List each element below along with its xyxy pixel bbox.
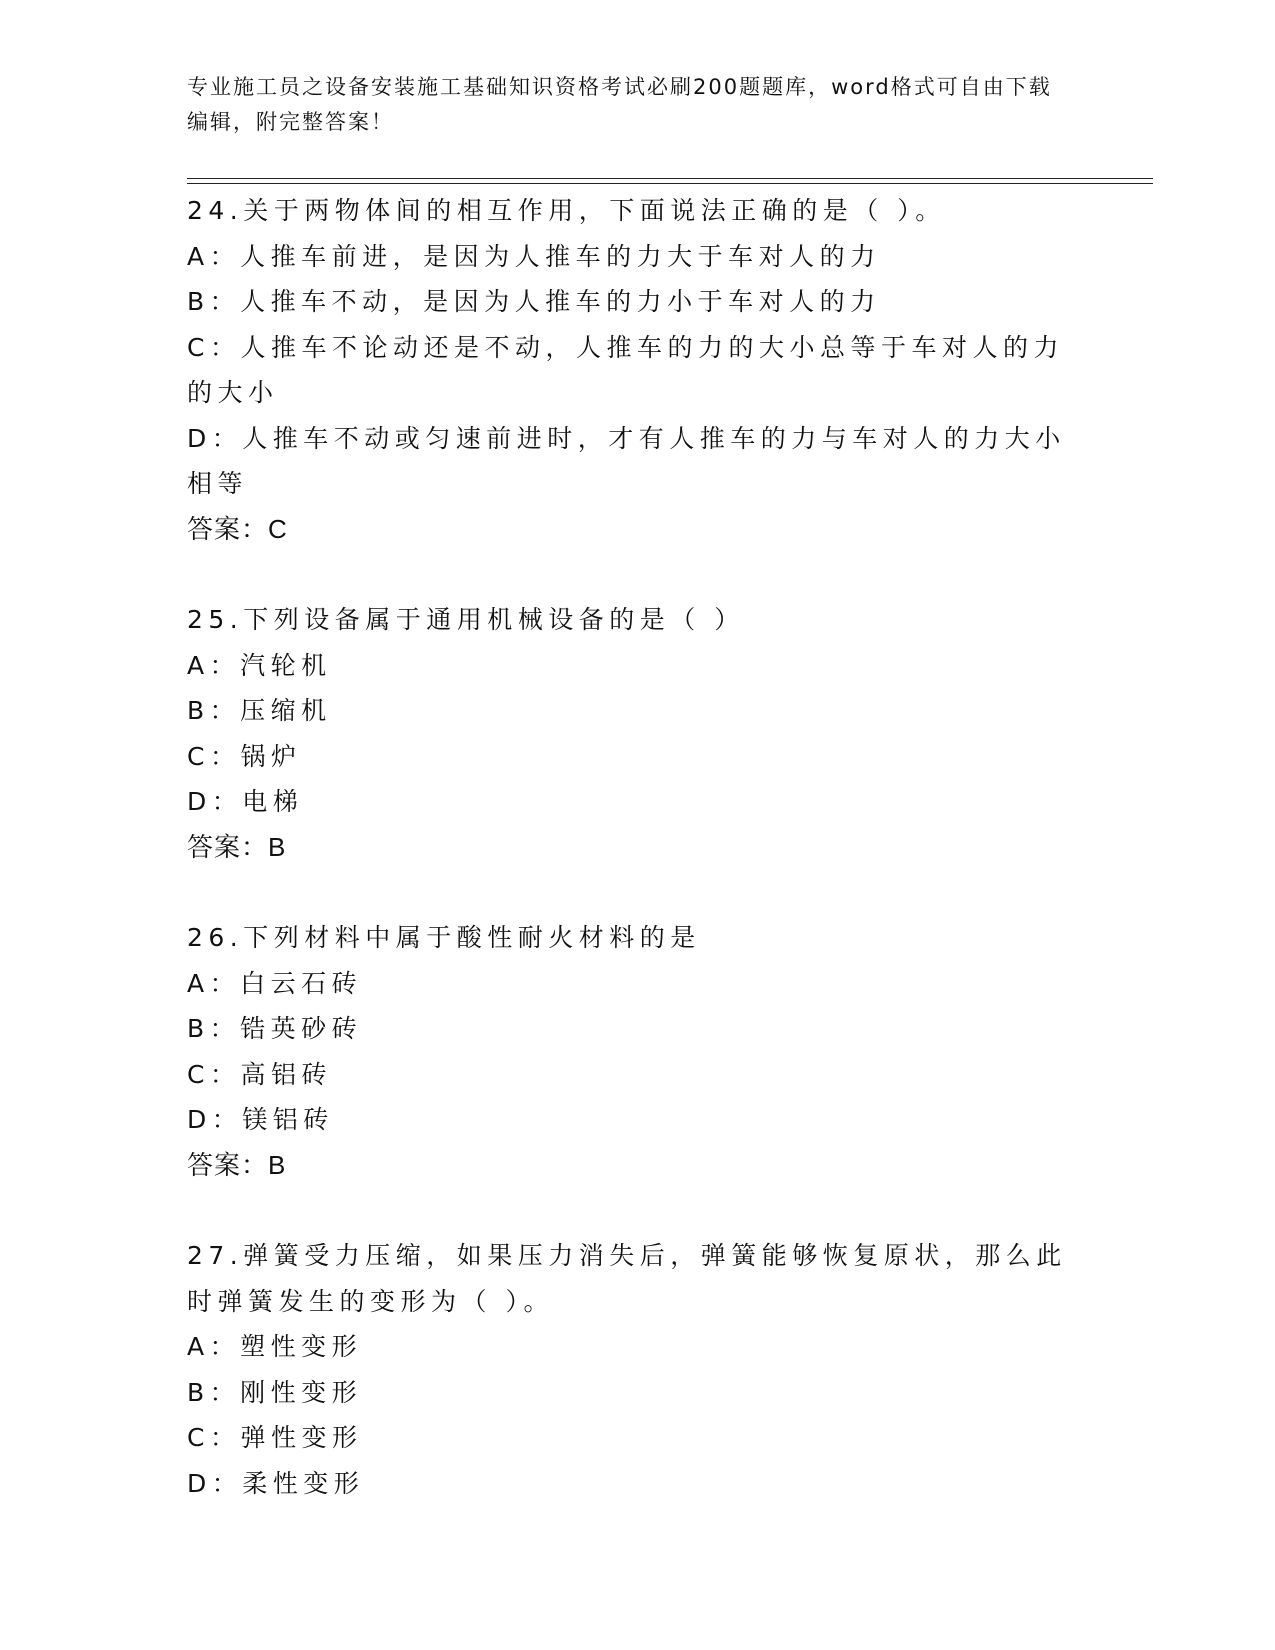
option-a: A：汽轮机: [187, 650, 332, 680]
question-24: [187, 188, 1077, 552]
option-c: C：锅炉: [187, 741, 302, 771]
question-27: [187, 1233, 1077, 1506]
answer: 答案：B: [187, 1149, 287, 1180]
question-stem: 27.弹簧受力压缩，如果压力消失后，弹簧能够恢复原状，那么此时弹簧发生的变形为（ ）。: [187, 1241, 1067, 1316]
option-d: D：柔性变形: [187, 1468, 365, 1498]
answer: 答案：B: [187, 831, 287, 862]
option-d: D：镁铝砖: [187, 1105, 334, 1134]
question-25: [187, 597, 1077, 870]
question-stem: 24.关于两物体间的相互作用，下面说法正确的是（ ）。: [187, 196, 946, 225]
option-c: C：人推车不论动还是不动，人推车的力的大小总等于车对人的力的大小: [187, 332, 1064, 407]
option-c: C：弹性变形: [187, 1423, 363, 1452]
answer: 答案：C: [187, 513, 288, 544]
question-stem: 25.下列设备属于通用机械设备的是（ ）: [187, 605, 745, 634]
header-divider-top: [187, 178, 1153, 179]
option-a: A：人推车前进，是因为人推车的力大于车对人的力: [187, 241, 881, 271]
question-26: [187, 915, 1077, 1188]
option-b: B：刚性变形: [187, 1377, 363, 1407]
option-b: B：人推车不动，是因为人推车的力小于车对人的力: [187, 287, 881, 316]
option-c: C：高铝砖: [187, 1059, 332, 1089]
option-d: D：电梯: [187, 787, 304, 816]
option-b: B：锆英砂砖: [187, 1014, 363, 1043]
option-a: A：塑性变形: [187, 1332, 363, 1361]
header-divider-bottom: [187, 183, 1153, 184]
question-stem: 26.下列材料中属于酸性耐火材料的是: [187, 923, 701, 952]
option-a: A：白云石砖: [187, 968, 363, 998]
option-b: B：压缩机: [187, 696, 332, 725]
document-header: 专业施工员之设备安装施工基础知识资格考试必刷200题题库，word格式可自由下载编辑，附完整答案！: [187, 75, 1052, 134]
option-d: D：人推车不动或匀速前进时，才有人推车的力与车对人的力大小相等: [187, 423, 1066, 498]
question-list: [187, 188, 1077, 1551]
